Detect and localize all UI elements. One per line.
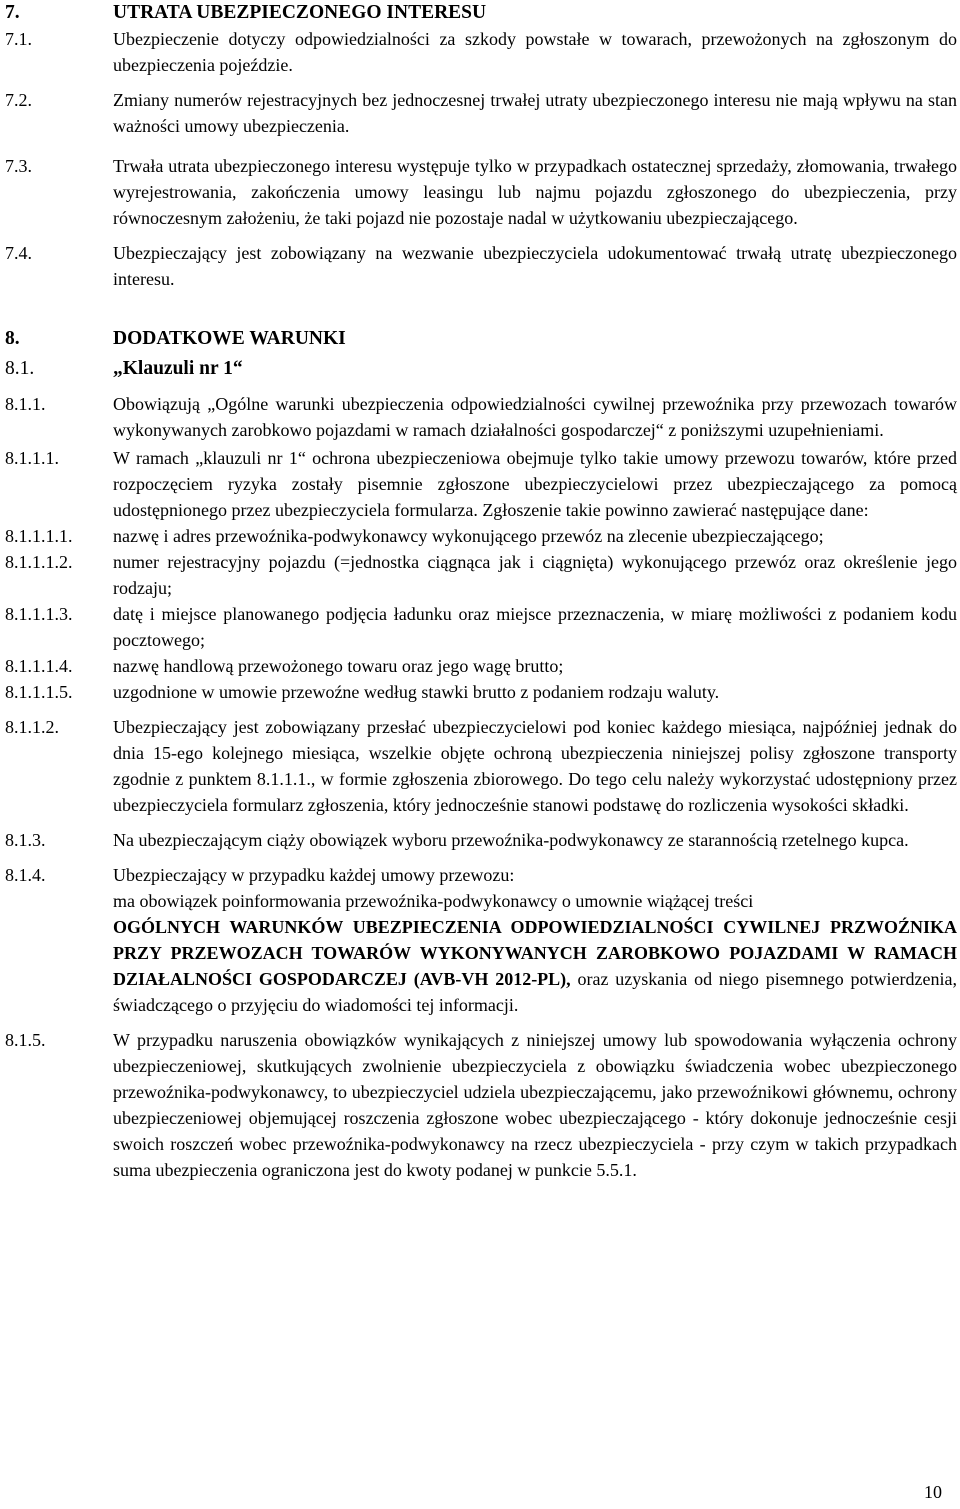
clause-7-3: 7.3. Trwała utrata ubezpieczonego interesu występuje tylko w przypadkach ostatecznej sprzedaży, złomowania, trwałego wyrejestrowania, zakończenia umowy leasingu lub najmu pojazdu zgłoszonego do ubezpieczenia, przy równoczesnym założeniu, że taki pojazd nie pozostaje nadal w użytkowaniu ubezpieczającego. [5, 156, 957, 228]
clause-7-4: 7.4. Ubezpieczający jest zobowiązany na wezwanie ubezpieczyciela udokumentować trwałą utratę ubezpieczonego interesu. [5, 243, 957, 289]
clause-8-1-3: 8.1.3. Na ubezpieczającym ciąży obowiązek wyboru przewoźnika-podwykonawcy ze starannością rzetelnego kupca. [5, 830, 909, 850]
list-item: 8.1.1.1.1. nazwę i adres przewoźnika-podwykonawcy wykonującego przewóz na zlecenie ubezpieczającego; [5, 526, 824, 546]
list-item: 8.1.1.1.3. datę i miejsce planowanego podjęcia ładunku oraz miejsce przeznaczenia, w miarę możliwości z podaniem kodu pocztowego; [5, 604, 957, 650]
clause-8-1-1-1: 8.1.1.1. W ramach „klauzuli nr 1“ ochrona ubezpieczeniowa obejmuje tylko takie umowy przewozu towarów, które przed rozpoczęciem ryzyka zostały pisemnie zgłoszone ubezpieczycielowi przez ubezpieczającego za pomocą udostępnionego przez ubezpieczyciela formularza. Zgłoszenie takie powinno zawierać następujące dane: [5, 448, 957, 520]
clause-8-1-1-2: 8.1.1.2. Ubezpieczający jest zobowiązany przesłać ubezpieczycielowi pod koniec każdego miesiąca, najpóźniej jednak do dnia 15-ego kolejnego miesiąca, wszelkie objęte ochroną ubezpieczenia niniejszej polisy zgłoszone transporty zgodnie z punktem 8.1.1.1., w formie zgłoszenia zbiorowego. Do tego celu należy wykorzystać udostępniony przez ubezpieczyciela formularz zgłoszenia, który jednocześnie stanowi podstawę do rozliczenia wysokości składki. [5, 717, 957, 815]
clause-8-1-4-line1: Ubezpieczający w przypadku każdej umowy przewozu: [113, 865, 515, 885]
list-item: 8.1.1.1.5. uzgodnione w umowie przewoźne według stawki brutto z podaniem rodzaju waluty. [5, 682, 720, 702]
clause-7-1: 7.1. Ubezpieczenie dotyczy odpowiedzialności za szkody powstałe w towarach, przewożonych na zgłoszonym do ubezpieczenia pojeździe. [5, 29, 957, 75]
page-number: 10 [924, 1482, 942, 1502]
clause-8-1-4: 8.1.4. Ubezpieczający w przypadku każdej umowy przewozu: ma obowiązek poinformowania przewoźnika-podwykonawcy o umownie wiążącej treści OGÓLNYCH WARUNKÓW UBEZPIECZENIA ODPOWIEDZIALNOŚCI CYWILNEJ PRZWOŹNIKA PRZY PRZEWOZACH TOWARÓW WYKONYWANYCH ZAROBKOWO POJAZDAMI W RAMACH DZIAŁALNOŚCI GOSPODARCZEJ (AVB-VH 2012-PL), oraz uzyskania od niego pisemnego potwierdzenia, świadczącego o przyjęciu do wiadomości tej informacji. [5, 862, 957, 1018]
section-8-1-heading: 8.1. „Klauzuli nr 1“ [5, 358, 243, 379]
clause-8-1-4-line2: ma obowiązek poinformowania przewoźnika-podwykonawcy o umownie wiążącej treści [113, 891, 754, 911]
section-8-heading: 8. DODATKOWE WARUNKI [5, 328, 346, 349]
list-item: 8.1.1.1.2. numer rejestracyjny pojazdu (=jednostka ciągnąca jak i ciągnięta) wykonującego przewóz oraz określenie jego rodzaju; [5, 552, 957, 598]
document-page [5, 0, 957, 1183]
section-7-heading: 7. UTRATA UBEZPIECZONEGO INTERESU [5, 2, 487, 23]
clause-7-2: 7.2. Zmiany numerów rejestracyjnych bez jednoczesnej trwałej utraty ubezpieczonego interesu nie mają wpływu na stan ważności umowy ubezpieczenia. [5, 90, 957, 136]
list-item: 8.1.1.1.4. nazwę handlową przewożonego towaru oraz jego wagę brutto; [5, 656, 564, 676]
clause-8-1-5: 8.1.5. W przypadku naruszenia obowiązków wynikających z niniejszej umowy lub spowodowania wyłączenia ochrony ubezpieczeniowej, skutkujących zwolnienie ubezpieczyciela z obowiązku świadczenia wobec ubezpieczonego przewoźnika-podwykonawcy, to ubezpieczyciel udziela ubezpieczającemu, jako przewoźnikowi głównemu, ochrony ubezpieczeniowej objemującej roszczenia zgłoszone wobec ubezpieczającego - który dokonuje jednocześnie cesji swoich roszczeń wobec przewoźnika-podwykonawcy na rzecz ubezpieczyciela - przy czym w takich przypadkach suma ubezpieczenia ograniczona jest do kwoty podanej w punkcie 5.5.1. [5, 1030, 957, 1180]
clause-8-1-4-bold: OGÓLNYCH WARUNKÓW UBEZPIECZENIA ODPOWIEDZIALNOŚCI CYWILNEJ PRZWOŹNIKA PRZY PRZEWOZACH TOWARÓW WYKONYWANYCH ZAROBKOWO POJAZDAMI W RAMACH DZIAŁALNOŚCI GOSPODARCZEJ (AVB-VH 2012-PL), [113, 917, 957, 989]
clause-8-1-4-rest: oraz uzyskania od niego pisemnego potwierdzenia, świadczącego o przyjęciu do wiadomości tej informacji. [113, 969, 958, 1015]
clause-8-1-1: 8.1.1. Obowiązują „Ogólne warunki ubezpieczenia odpowiedzialności cywilnej przewoźnika przy przewozach towarów wykonywanych zarobkowo pojazdami w ramach działalności gospodarczej“ z poniższymi uzupełnieniami. [5, 394, 957, 440]
